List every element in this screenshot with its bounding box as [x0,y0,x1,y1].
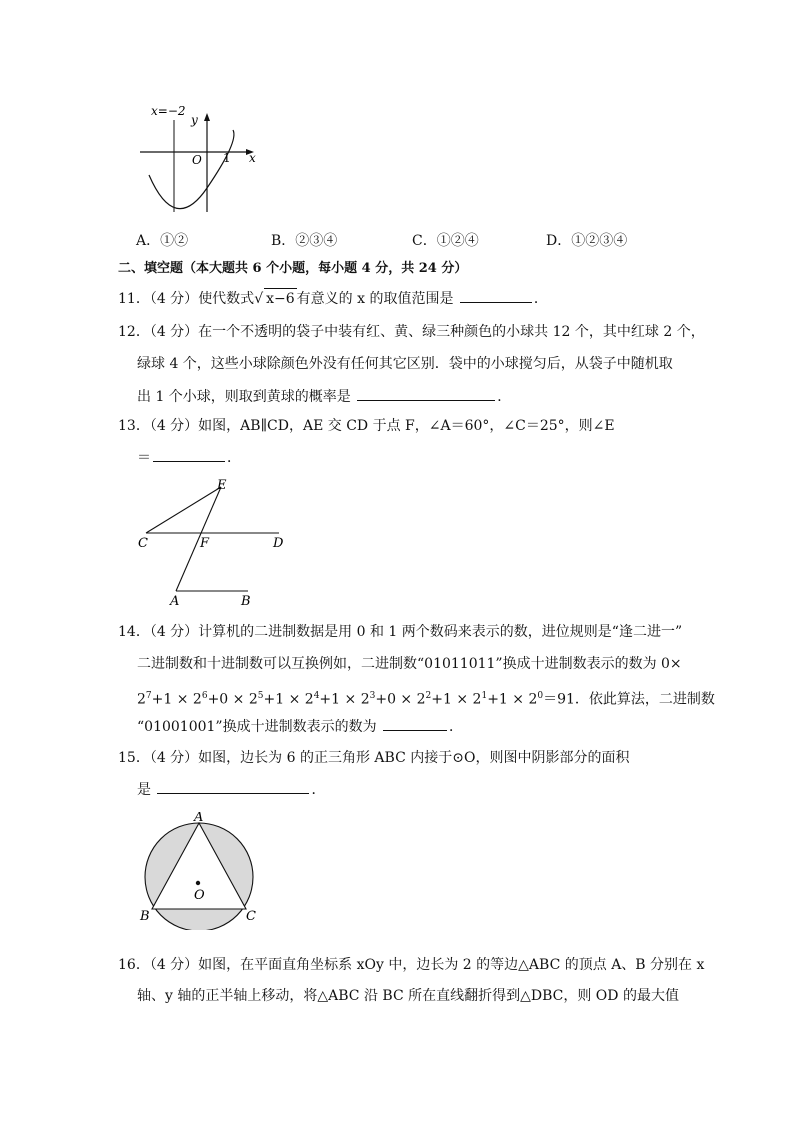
label-b: B [140,909,150,924]
y-axis-label: y [191,113,198,127]
option-letter: B． [271,233,296,249]
label-c: C [138,536,148,551]
option-letter: A． [136,233,161,249]
question-12-line1: 12．（4 分）在一个不透明的袋子中装有红、黄、绿三种颜色的小球共 12 个，其中红球 2 个， [118,324,705,340]
label-o: O [194,888,205,903]
end-mark: ． [533,291,548,307]
question-15-line2 [137,779,325,800]
option-text: ①②④ [436,233,479,249]
question-text: 出 1 个小球，则取到黄球的概率是 [137,389,351,405]
option-letter: C． [412,233,437,249]
question-14-line2: 二进制数和十进制数可以互换例如，二进制数“01011011”换成十进制数表示的数为 0× [137,656,682,672]
label-a: A [170,594,180,609]
radicand: x−6 [264,288,297,309]
question-14-line4 [137,716,463,737]
option-letter: D． [546,233,572,249]
question-13-line1: 13．（4 分）如图，AB∥CD，AE 交 CD 于点 F，∠A＝60°，∠C＝25°，则∠E [118,418,615,434]
question-14-line1: 14．（4 分）计算机的二进制数据是用 0 和 1 两个数码来表示的数，进位规则是“逢二进一” [118,624,683,640]
answer-blank[interactable] [157,779,309,794]
label-d: D [273,536,284,551]
answer-blank[interactable] [383,716,447,731]
circle-triangle-figure [135,812,265,930]
label-c: C [246,909,256,924]
question-text: 使代数式 [198,291,255,307]
x-axis-label: x [249,151,256,165]
option-c[interactable] [412,230,479,250]
question-text: 是 [137,782,151,798]
end-mark: ． [497,389,512,405]
question-text: “01001001”换成十进制数表示的数为 [137,719,377,735]
end-mark: ． [311,782,326,798]
question-14-line3: $2^7+1 \times 2^6+0 \times 2^5+1 \times 2^4+1 \times 2^3+0 \times 2^2+1 \times 2^1+1 \times 2^0=91$．依此算法，二进制数 [137,691,715,708]
label-a: A [194,812,204,825]
option-b[interactable] [271,230,337,250]
question-16-line1: 16．（4 分）如图，在平面直角坐标系 xOy 中，边长为 2 的等边△ABC 的顶点 A、B 分别在 x [118,957,705,973]
answer-blank[interactable] [460,288,532,303]
option-text: ②③④ [295,233,338,249]
question-text: 有意义的 x 的取值范围是 [296,291,454,307]
parallel-lines-figure [132,475,302,610]
question-12-line2: 绿球 4 个，这些小球除颜色外没有任何其它区别．袋中的小球搅匀后，从袋子中随机取 [137,356,673,372]
end-mark: ． [449,719,464,735]
end-mark: ． [227,450,241,466]
answer-blank[interactable] [357,386,495,401]
label-e: E [217,478,227,493]
question-15-line1: 15．（4 分）如图，边长为 6 的正三角形 ABC 内接于⊙O，则图中阴影部分的面积 [118,750,630,766]
option-text: ①② [160,233,189,249]
option-a[interactable] [136,230,188,250]
question-13-line2 [137,447,241,468]
origin-label: O [192,153,202,167]
question-11: 11．（4 分）使代数式√ x−6 有意义的 x 的取值范围是 ． [118,288,548,309]
question-score: （4 分） [149,291,199,307]
option-d[interactable] [546,230,627,250]
label-f: F [200,536,210,551]
option-text: ①②③④ [571,233,628,249]
question-12-line3 [137,386,511,407]
one-label: 1 [223,151,231,165]
question-number: 11． [118,291,150,307]
answer-blank[interactable] [153,447,225,462]
label-b: B [241,594,251,609]
question-16-line2: 轴、y 轴的正半轴上移动，将△ABC 沿 BC 所在直线翻折得到△DBC，则 OD 的最大值 [137,988,679,1004]
axis-label-x-eq: x=−2 [151,104,186,118]
parabola-figure [135,100,265,218]
section-heading: 二、填空题（本大题共 6 个小题，每小题 4 分，共 24 分） [118,261,468,276]
question-text: ＝ [137,450,151,466]
